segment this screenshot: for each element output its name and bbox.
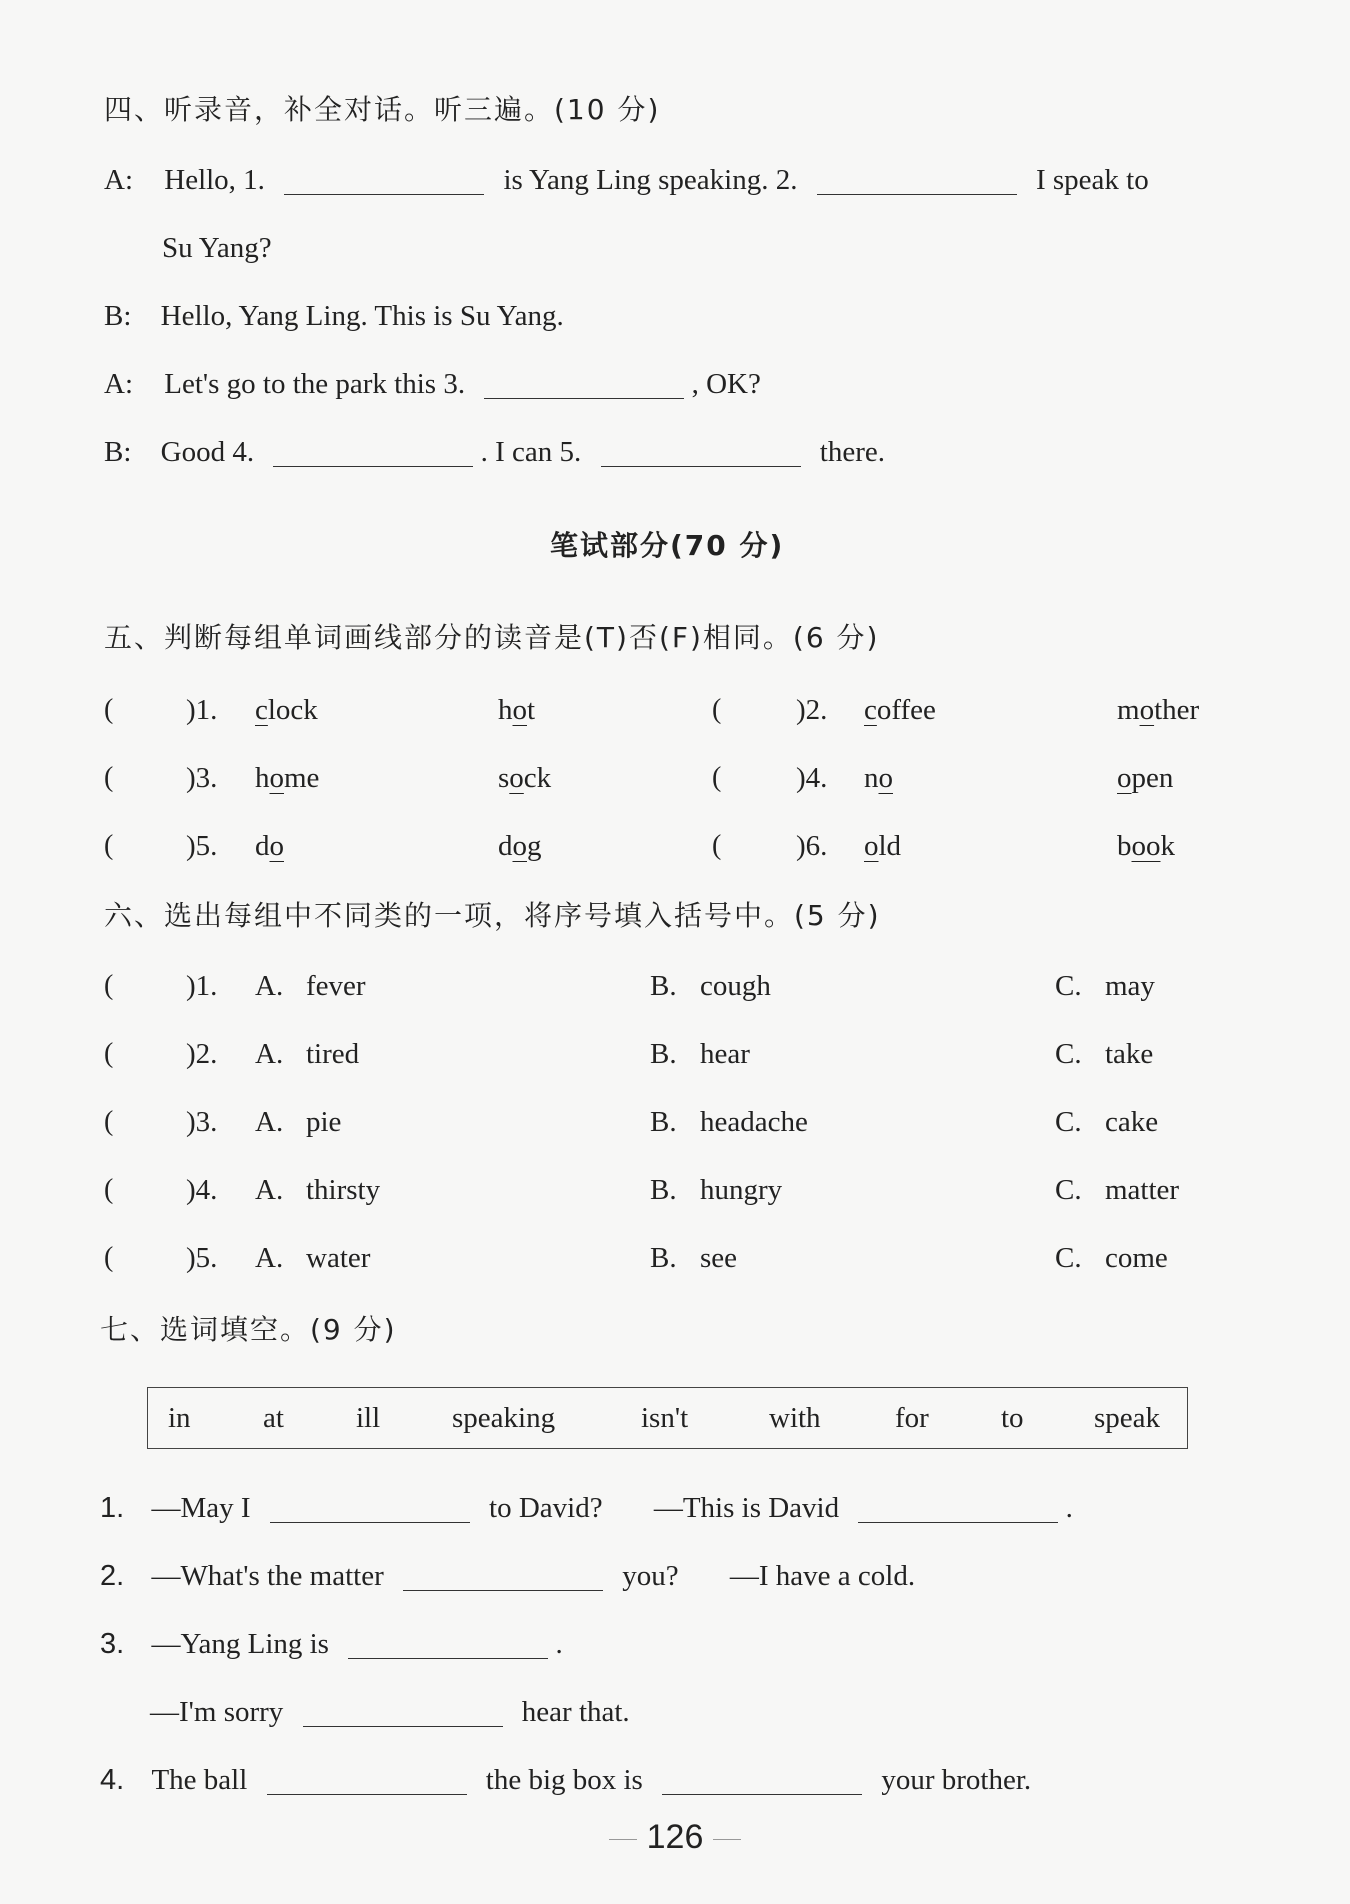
written-part-title: 笔试部分(70 分) xyxy=(550,529,785,562)
answer-paren[interactable]: ( xyxy=(712,762,722,793)
item-number: )4. xyxy=(796,762,828,794)
word-bank-item: in xyxy=(168,1402,191,1434)
answer-paren[interactable]: ( xyxy=(104,830,114,861)
option-word: come xyxy=(1105,1242,1168,1274)
underlined-letters: o xyxy=(269,830,284,862)
underlined-letters: o xyxy=(269,762,284,794)
option-letter: A. xyxy=(255,1106,284,1138)
question-text: —I'm sorry xyxy=(150,1696,284,1728)
dialogue-text: Hello, 1. xyxy=(164,164,265,196)
item-number: )1. xyxy=(186,694,218,726)
underlined-letters: o xyxy=(1139,694,1155,726)
question-text: you? xyxy=(622,1560,679,1592)
option-letter: A. xyxy=(255,1242,284,1274)
option-word: matter xyxy=(1105,1174,1180,1206)
word-bank-item: to xyxy=(1001,1402,1024,1434)
section-4-heading: 四、听录音，补全对话。听三遍。(10 分) xyxy=(104,93,661,126)
word: do xyxy=(255,830,284,862)
word: clock xyxy=(255,694,318,726)
question-text: —May I xyxy=(151,1492,251,1524)
word: open xyxy=(1117,762,1174,794)
question-text: your brother. xyxy=(881,1764,1032,1796)
question-text: —This is David xyxy=(653,1492,840,1524)
word: book xyxy=(1117,830,1175,862)
item-number: )5. xyxy=(186,1242,218,1274)
option-letter: C. xyxy=(1055,1038,1082,1070)
option-letter: B. xyxy=(650,1106,677,1138)
question-text: —What's the matter xyxy=(151,1560,384,1592)
word: hot xyxy=(498,694,536,726)
answer-paren[interactable]: ( xyxy=(104,694,114,725)
answer-paren[interactable]: ( xyxy=(712,694,722,725)
question-number: 3. xyxy=(100,1628,125,1660)
question-text: hear that. xyxy=(521,1696,630,1728)
option-letter: B. xyxy=(650,1242,677,1274)
answer-blank-5[interactable] xyxy=(601,436,801,467)
dialogue-text: there. xyxy=(819,436,885,468)
page-number xyxy=(0,1818,1350,1857)
item-number: )3. xyxy=(186,762,218,794)
item-number: )5. xyxy=(186,830,218,862)
question-text: to David? xyxy=(489,1492,603,1524)
word: home xyxy=(255,762,320,794)
answer-paren[interactable]: ( xyxy=(104,1174,114,1205)
answer-paren[interactable]: ( xyxy=(712,830,722,861)
fill-blank[interactable] xyxy=(267,1764,467,1795)
fill-question-1 xyxy=(100,1488,1073,1528)
option-word: pie xyxy=(306,1106,342,1138)
underlined-letters: o xyxy=(864,830,879,862)
page-number-dash xyxy=(609,1839,637,1840)
section-7-heading: 七、选词填空。(9 分) xyxy=(100,1313,397,1346)
option-word: headache xyxy=(700,1106,808,1138)
page-number-text: 126 xyxy=(646,1818,704,1856)
word: old xyxy=(864,830,902,862)
fill-question-3-reply xyxy=(150,1692,630,1732)
option-letter: C. xyxy=(1055,1106,1082,1138)
option-word: see xyxy=(700,1242,738,1274)
answer-paren[interactable]: ( xyxy=(104,970,114,1001)
answer-blank-4[interactable] xyxy=(273,436,473,467)
underlined-letters: o xyxy=(878,762,893,794)
word: sock xyxy=(498,762,552,794)
fill-blank[interactable] xyxy=(303,1696,503,1727)
dialogue-line-4 xyxy=(104,432,885,472)
section-5-heading: 五、判断每组单词画线部分的读音是(T)否(F)相同。(6 分) xyxy=(104,621,880,654)
option-letter: A. xyxy=(255,1038,284,1070)
speaker-label: A: xyxy=(104,164,133,196)
dialogue-line-3 xyxy=(104,364,761,404)
item-number: )2. xyxy=(186,1038,218,1070)
option-letter: C. xyxy=(1055,970,1082,1002)
fill-blank[interactable] xyxy=(348,1628,548,1659)
fill-blank[interactable] xyxy=(403,1560,603,1591)
underlined-letters: o xyxy=(512,830,527,862)
page-number-dash xyxy=(713,1839,741,1840)
item-number: )1. xyxy=(186,970,218,1002)
answer-paren[interactable]: ( xyxy=(104,1106,114,1137)
underlined-letters: o xyxy=(1117,762,1132,794)
fill-blank[interactable] xyxy=(270,1492,470,1523)
dialogue-line-2 xyxy=(104,296,564,336)
word-bank-item: for xyxy=(895,1402,929,1434)
dialogue-text: Hello, Yang Ling. This is Su Yang. xyxy=(160,300,564,332)
answer-blank-3[interactable] xyxy=(484,368,684,399)
word: dog xyxy=(498,830,542,862)
option-letter: C. xyxy=(1055,1174,1082,1206)
dialogue-line-1-cont: Su Yang? xyxy=(162,232,272,264)
word-bank-item: speak xyxy=(1094,1402,1161,1434)
option-word: cough xyxy=(700,970,771,1002)
option-word: hear xyxy=(700,1038,750,1070)
dialogue-text: Let's go to the park this 3. xyxy=(164,368,466,400)
fill-question-2 xyxy=(100,1556,915,1596)
answer-paren[interactable]: ( xyxy=(104,1242,114,1273)
section-6-heading: 六、选出每组中不同类的一项，将序号填入括号中。(5 分) xyxy=(104,899,881,932)
dialogue-text: . I can 5. xyxy=(480,436,582,468)
word: coffee xyxy=(864,694,936,726)
question-text: The ball xyxy=(151,1764,248,1796)
word-bank-item: at xyxy=(263,1402,284,1434)
dialogue-text: Good 4. xyxy=(160,436,255,468)
item-number: )4. xyxy=(186,1174,218,1206)
question-text: . xyxy=(555,1628,563,1660)
option-letter: C. xyxy=(1055,1242,1082,1274)
answer-paren[interactable]: ( xyxy=(104,762,114,793)
fill-question-3 xyxy=(100,1624,563,1664)
dialogue-text: is Yang Ling speaking. 2. xyxy=(503,164,798,196)
question-text: —I have a cold. xyxy=(729,1560,916,1592)
option-letter: B. xyxy=(650,1038,677,1070)
fill-blank[interactable] xyxy=(858,1492,1058,1523)
option-word: may xyxy=(1105,970,1155,1002)
question-text: the big box is xyxy=(485,1764,643,1796)
question-number: 4. xyxy=(100,1764,125,1796)
answer-paren[interactable]: ( xyxy=(104,1038,114,1069)
option-letter: B. xyxy=(650,1174,677,1206)
option-word: hungry xyxy=(700,1174,783,1206)
underlined-letters: oo xyxy=(1131,830,1161,862)
option-word: take xyxy=(1105,1038,1154,1070)
word-bank-item: ill xyxy=(356,1402,381,1434)
option-word: thirsty xyxy=(306,1174,381,1206)
underlined-letters: o xyxy=(512,694,527,726)
option-letter: A. xyxy=(255,970,284,1002)
dialogue-text: , OK? xyxy=(691,368,761,400)
word-bank-box xyxy=(147,1387,1188,1449)
question-text: . xyxy=(1065,1492,1073,1524)
dialogue-text: I speak to xyxy=(1035,164,1149,196)
option-word: tired xyxy=(306,1038,360,1070)
option-letter: B. xyxy=(650,970,677,1002)
word-bank-item: with xyxy=(769,1402,821,1434)
word: mother xyxy=(1117,694,1200,726)
question-text: —Yang Ling is xyxy=(151,1628,329,1660)
dialogue-line-1 xyxy=(104,160,1149,200)
option-letter: A. xyxy=(255,1174,284,1206)
question-number: 2. xyxy=(100,1560,125,1592)
word-bank-item: speaking xyxy=(452,1402,556,1434)
underlined-letters: c xyxy=(255,694,268,726)
item-number: )3. xyxy=(186,1106,218,1138)
answer-blank-1[interactable] xyxy=(284,164,484,195)
question-number: 1. xyxy=(100,1492,125,1524)
speaker-label: A: xyxy=(104,368,133,400)
word-bank-item: isn't xyxy=(641,1402,689,1434)
option-word: cake xyxy=(1105,1106,1159,1138)
word: no xyxy=(864,762,893,794)
answer-blank-2[interactable] xyxy=(817,164,1017,195)
fill-blank[interactable] xyxy=(662,1764,862,1795)
item-number: )6. xyxy=(796,830,828,862)
underlined-letters: c xyxy=(864,694,877,726)
fill-question-4 xyxy=(100,1760,1031,1800)
speaker-label: B: xyxy=(104,436,132,468)
option-word: fever xyxy=(306,970,366,1002)
speaker-label: B: xyxy=(104,300,132,332)
item-number: )2. xyxy=(796,694,828,726)
underlined-letters: o xyxy=(509,762,524,794)
option-word: water xyxy=(306,1242,371,1274)
